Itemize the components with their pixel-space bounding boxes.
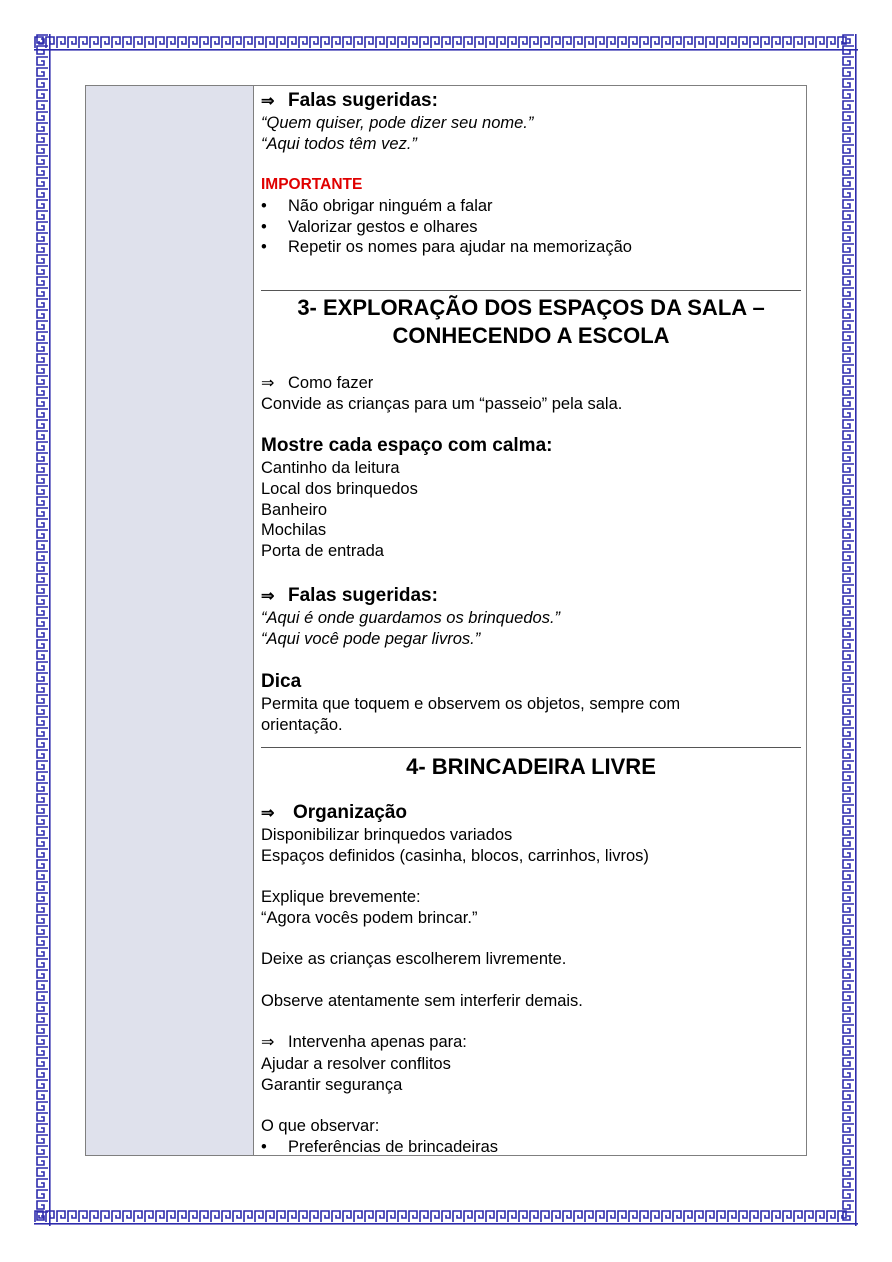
falas-heading: ⇒ Falas sugeridas: <box>261 585 438 606</box>
section3-title-line1: 3- EXPLORAÇÃO DOS ESPAÇOS DA SALA – <box>297 295 765 320</box>
how-text: Convide as crianças para um “passeio” pela sala. <box>261 395 623 413</box>
space-item: Cantinho da leitura <box>261 459 400 477</box>
what-observe-label: O que observar: <box>261 1117 380 1135</box>
page-border-right <box>840 34 858 1226</box>
arrow-icon: ⇒ <box>261 375 275 392</box>
fala-line: “Aqui é onde guardamos os brinquedos.” <box>261 609 561 627</box>
arrow-icon: ⇒ <box>261 1034 275 1051</box>
falas-heading: ⇒ Falas sugeridas: <box>261 90 438 111</box>
arrow-icon: ⇒ <box>261 805 275 822</box>
bullet-icon: • <box>261 197 267 215</box>
bullet-item: • Não obrigar ninguém a falar <box>261 197 493 215</box>
explain-label: Explique brevemente: <box>261 888 421 906</box>
tip-text: orientação. <box>261 716 343 734</box>
show-heading: Mostre cada espaço com calma: <box>261 435 553 456</box>
bullet-item: • Preferências de brincadeiras <box>261 1138 499 1156</box>
page-border-bottom <box>34 1208 858 1226</box>
fala-line: “Quem quiser, pode dizer seu nome.” <box>261 114 534 132</box>
arrow-icon: ⇒ <box>261 588 275 605</box>
org-item: Espaços definidos (casinha, blocos, carrinhos, livros) <box>261 847 649 865</box>
bullet-icon: • <box>261 218 267 236</box>
bullet-icon: • <box>261 238 267 256</box>
fala-line: “Aqui você pode pegar livros.” <box>261 630 481 648</box>
bullet-icon: • <box>261 1138 267 1156</box>
space-item: Local dos brinquedos <box>261 480 418 498</box>
space-item: Banheiro <box>261 501 328 519</box>
lesson-table <box>85 85 807 1156</box>
how-label: ⇒ Como fazer <box>261 374 374 392</box>
section-divider <box>261 290 801 291</box>
fala-line: “Aqui todos têm vez.” <box>261 135 417 153</box>
page-border-top <box>34 34 858 52</box>
space-item: Porta de entrada <box>261 542 384 560</box>
tip-heading: Dica <box>261 671 302 692</box>
intervene-label: ⇒ Intervenha apenas para: <box>261 1033 467 1051</box>
explain-quote: “Agora vocês podem brincar.” <box>261 909 478 927</box>
section3-title-line2: CONHECENDO A ESCOLA <box>392 323 670 348</box>
let-choose-text: Deixe as crianças escolherem livremente. <box>261 950 567 968</box>
tip-text: Permita que toquem e observem os objetos, sempre com <box>261 695 681 713</box>
bullet-item: • Repetir os nomes para ajudar na memorização <box>261 238 632 256</box>
arrow-icon: ⇒ <box>261 93 275 110</box>
org-heading: ⇒ Organização <box>261 802 408 823</box>
space-item: Mochilas <box>261 521 327 539</box>
page-border-left <box>34 34 52 1226</box>
section4-title: 4- BRINCADEIRA LIVRE <box>406 754 656 779</box>
intervene-item: Ajudar a resolver conflitos <box>261 1055 451 1073</box>
observe-text: Observe atentamente sem interferir demais. <box>261 992 583 1010</box>
intervene-item: Garantir segurança <box>261 1076 403 1094</box>
bullet-item: • Valorizar gestos e olhares <box>261 218 478 236</box>
org-item: Disponibilizar brinquedos variados <box>261 826 513 844</box>
important-label: IMPORTANTE <box>261 176 363 193</box>
left-shaded-column <box>86 86 254 1155</box>
section-divider <box>261 747 801 748</box>
